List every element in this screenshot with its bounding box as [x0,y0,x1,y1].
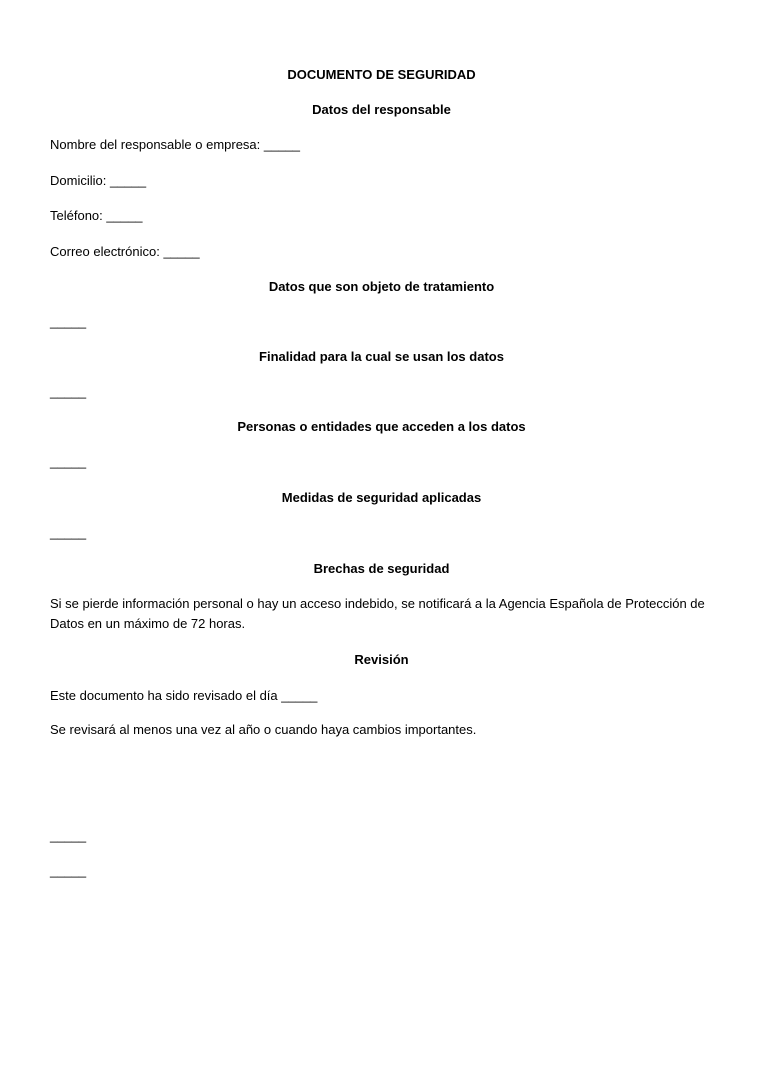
blank-finalidad: _____ [50,384,87,399]
section-heading-brechas: Brechas de seguridad [313,561,450,576]
signature-blank-2: _____ [50,863,87,878]
signature-blank-1: _____ [50,828,87,843]
section-heading-responsable: Datos del responsable [312,102,451,117]
brechas-paragraph: Si se pierde información personal o hay un acceso indebido, se notificará a la Agencia Española de Protección de Datos en un máximo de 72 horas. [50,596,705,631]
blank-datos-tratamiento: _____ [50,314,87,329]
document-title: DOCUMENTO DE SEGURIDAD [287,67,476,82]
revision-date-line: Este documento ha sido revisado el día _____ [50,688,318,703]
section-heading-datos-tratamiento: Datos que son objeto de tratamiento [268,279,495,294]
section-heading-revision: Revisión [354,652,409,667]
section-heading-medidas: Medidas de seguridad aplicadas [281,490,482,505]
section-heading-finalidad: Finalidad para la cual se usan los datos [259,349,504,364]
field-telefono: Teléfono: _____ [50,208,143,223]
revision-frequency-line: Se revisará al menos una vez al año o cuando haya cambios importantes. [50,722,477,737]
section-heading-personas: Personas o entidades que acceden a los datos [237,419,526,434]
field-nombre: Nombre del responsable o empresa: _____ [50,137,301,152]
blank-personas: _____ [50,454,87,469]
blank-medidas: _____ [50,525,87,540]
field-correo: Correo electrónico: _____ [50,244,200,259]
field-domicilio: Domicilio: _____ [50,173,147,188]
